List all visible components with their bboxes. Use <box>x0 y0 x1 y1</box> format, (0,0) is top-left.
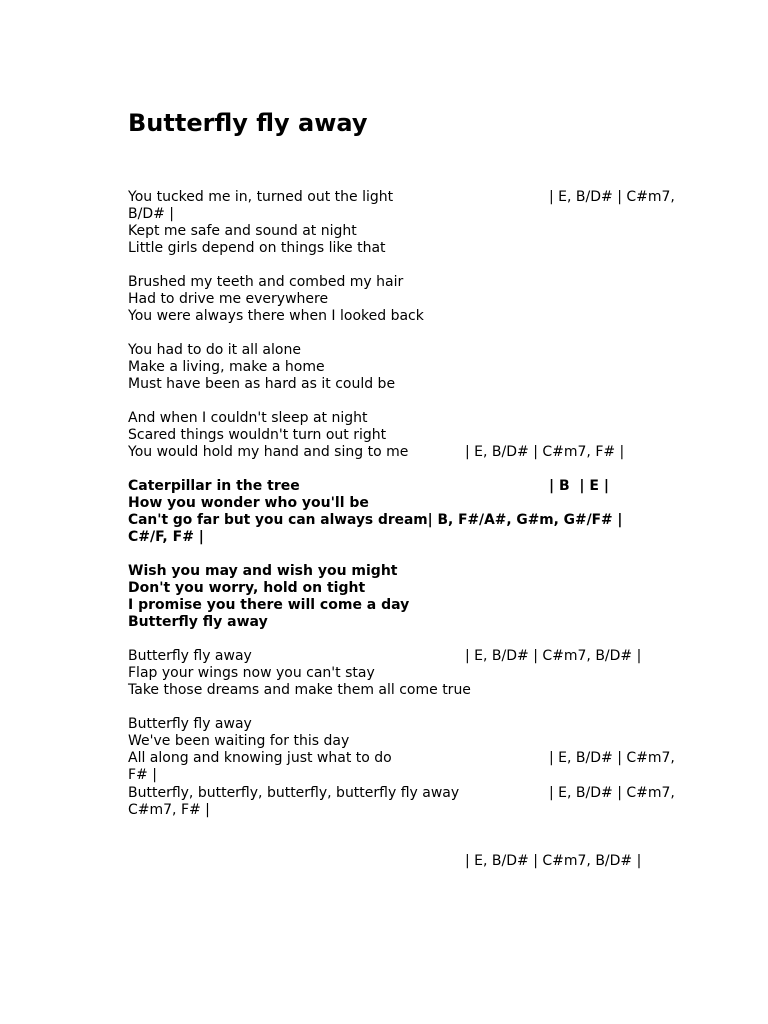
lyric-line: Wish you may and wish you might <box>128 563 398 579</box>
lyric-line: All along and knowing just what to do <box>128 750 392 766</box>
lyric-line: Caterpillar in the tree <box>128 478 300 494</box>
lyric-line: Had to drive me everywhere <box>128 291 329 307</box>
chord-line: | E, B/D# | C#m7, <box>549 189 675 205</box>
chord-line: | B | E | <box>549 478 609 494</box>
chord-line: | E, B/D# | C#m7, <box>549 785 675 801</box>
lyric-line: Butterfly fly away <box>128 648 252 664</box>
lyric-line: Little girls depend on things like that <box>128 240 386 256</box>
lyric-line: Butterfly, butterfly, butterfly, butterfly fly away <box>128 785 460 801</box>
lyric-line: Flap your wings now you can't stay <box>128 665 375 681</box>
lyric-line: You tucked me in, turned out the light <box>128 189 394 205</box>
chord-line: C#/F, F# | <box>128 529 204 545</box>
lyric-line: And when I couldn't sleep at night <box>128 410 368 426</box>
lyric-line: You had to do it all alone <box>128 342 301 358</box>
lyric-line: Take those dreams and make them all come true <box>128 682 471 698</box>
lyric-line: Make a living, make a home <box>128 359 325 375</box>
lyric-line: You would hold my hand and sing to me <box>128 444 409 460</box>
chord-line: C#m7, F# | <box>128 802 210 818</box>
lyric-line: Butterfly fly away <box>128 716 252 732</box>
lyric-line: I promise you there will come a day <box>128 597 410 613</box>
chord-line: | E, B/D# | C#m7, <box>549 750 675 766</box>
lyric-line: Must have been as hard as it could be <box>128 376 396 392</box>
lyric-line: Scared things wouldn't turn out right <box>128 427 387 443</box>
lyric-line: Butterfly fly away <box>128 614 268 630</box>
chord-line: | E, B/D# | C#m7, B/D# | <box>465 648 642 664</box>
lyric-line: How you wonder who you'll be <box>128 495 369 511</box>
lyric-line: Don't you worry, hold on tight <box>128 580 366 596</box>
chord-line: | E, B/D# | C#m7, F# | <box>465 444 625 460</box>
lyric-line: We've been waiting for this day <box>128 733 350 749</box>
lyric-line: Brushed my teeth and combed my hair <box>128 274 404 290</box>
lyric-line: You were always there when I looked back <box>128 308 424 324</box>
chord-line: | E, B/D# | C#m7, B/D# | <box>465 853 642 869</box>
chord-line: F# | <box>128 767 157 783</box>
song-title: Butterfly fly away <box>128 109 368 137</box>
lyric-line: Can't go far but you can always dream| B, F#/A#, G#m, G#/F# | <box>128 512 623 528</box>
lyric-line: Kept me safe and sound at night <box>128 223 357 239</box>
chord-line: B/D# | <box>128 206 174 222</box>
